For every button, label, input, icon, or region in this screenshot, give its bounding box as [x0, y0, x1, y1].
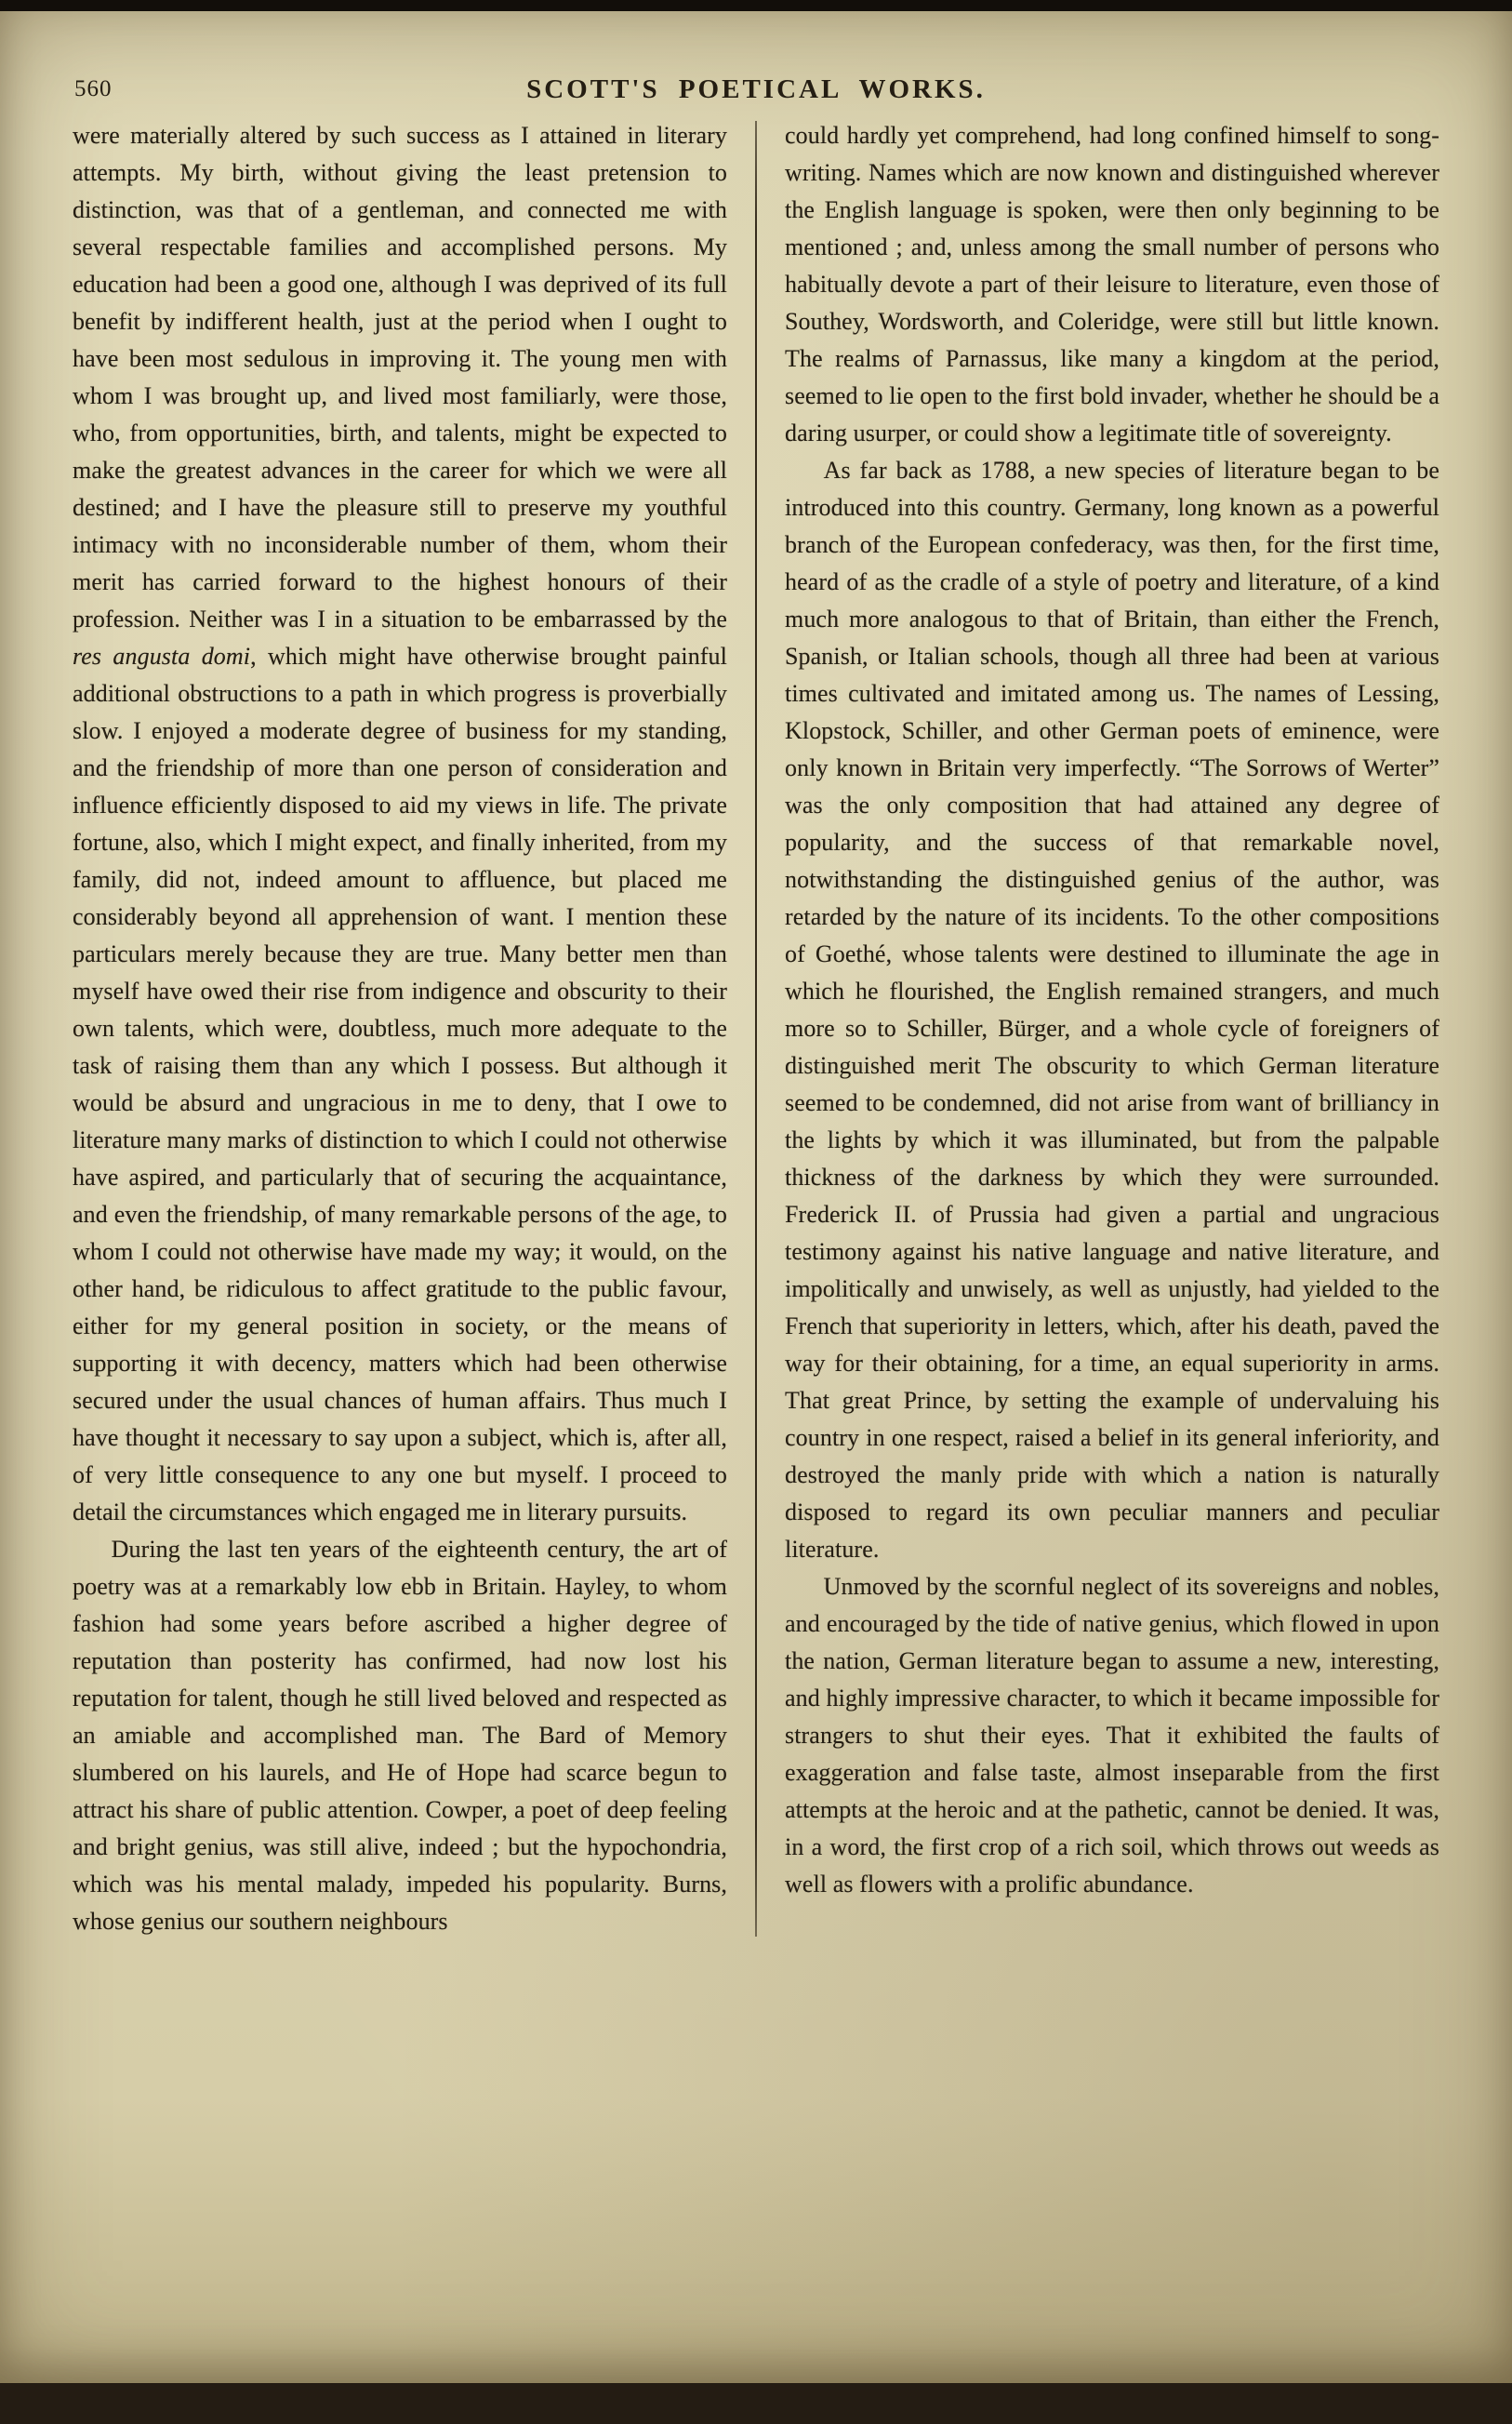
paragraph-right-1: could hardly yet comprehend, had long confined himself to song-writing. Names which are now known and distinguished wherever the English language is spoken, were then only beginning to be mentioned ; and, unless among the small number of persons who habitually devote a part of their leisure to literature, even those of Southey, Wordsworth, and Coleridge, were still but little known. The realms of Parnassus, like many a kingdom at the period, seemed to lie open to the first bold invader, whether he should be a daring usurper, or could show a legitimate title of sovereignty. — [785, 122, 1439, 446]
paragraph-text: were materially altered by such success as I attained in literary attempts. My birth, without giving the least pretension to distinction, was that of a gentleman, and connected me with several respectable families and accomplished persons. My education had been a good one, although I was deprived of its full benefit by indifferent health, just at the period when I ought to have been most sedulous in improving it. The young men with whom I was brought up, and lived most familiarly, were those, who, from opportunities, birth, and talents, might be expected to make the greatest advances in the career for which we were all destined; and I have the pleasure still to preserve my youthful intimacy with no inconsiderable number of them, whom their merit has carried forward to the highest honours of their profession. Neither was I in a situation to be embarrassed by the — [73, 122, 727, 633]
page-header — [0, 11, 1512, 104]
paragraph-right-3: Unmoved by the scornful neglect of its sovereigns and nobles, and encouraged by the tide of native genius, which flowed in upon the nation, German literature began to assume a new, interesting, and highly impressive character, to which it became impossible for strangers to shut their eyes. That it exhibited the faults of exaggeration and false taste, almost inseparable from the first attempts at the heroic and at the pathetic, cannot be denied. It was, in a word, the first crop of a rich soil, which throws out weeds as well as flowers with a prolific abundance. — [785, 1573, 1439, 1898]
book-page-scan — [0, 11, 1512, 2383]
text-block — [0, 117, 1512, 1940]
paragraph-text: , which might have otherwise brought painful additional obstructions to a path in which progress is proverbially slow. I enjoyed a moderate degree of business for my standing, and the friendship of more than one person of consideration and influence efficiently disposed to aid my views in life. The private fortune, also, which I might expect, and finally inherited, from my family, did not, indeed amount to affluence, but placed me considerably beyond all apprehension of want. I mention these particulars merely because they are true. Many better men than myself have owed their rise from indigence and obscurity to their own talents, which were, doubtless, much more adequate to the task of raising them than any which I possess. But although it would be absurd and ungracious in me to deny, that I owe to literature many marks of distinction to which I could not otherwise have aspired, and particularly that of securing the acquaintance, and even the friendship, of many remarkable persons of the age, to whom I could not otherwise have made my way; it would, on the other hand, be ridiculous to affect gratitude to the public favour, either for my general position in society, or the means of supporting it with decency, matters which had been otherwise secured under the usual chances of human affairs. Thus much I have thought it necessary to say upon a subject, which is, after all, of very little consequence to any one but myself. I proceed to detail the circumstances which engaged me in literary pursuits. — [73, 643, 727, 1525]
paragraph-right-2: As far back as 1788, a new species of literature began to be introduced into this country. Germany, long known as a powerful branch of the European confederacy, was then, for the first time, heard of as the cradle of a style of poetry and literature, of a kind much more analogous to that of Britain, than either the French, Spanish, or Italian schools, though all three had been at various times cultivated and imitated among us. The names of Lessing, Klopstock, Schiller, and other German poets of eminence, were only known in Britain very imperfectly. “The Sorrows of Werter” was the only composition that had attained any degree of popularity, and the success of that remarkable novel, notwithstanding the distinguished genius of the author, was retarded by the nature of its incidents. To the other compositions of Goethé, whose talents were destined to illuminate the age in which he flourished, the English remained strangers, and much more so to Schiller, Bürger, and a whole cycle of foreigners of distinguished merit The obscurity to which German literature seemed to be condemned, did not arise from want of brilliancy in the lights by which it was illuminated, but from the palpable thickness of the darkness by which they were surrounded. Frederick II. of Prussia had given a partial and ungracious testimony against his native language and native literature, and impolitically and unwisely, as well as unjustly, had yielded to the French that superiority in letters, which, after his death, paved the way for their obtaining, for a time, an equal superiority in arms. That great Prince, by setting the example of undervaluing his country in one respect, raised a belief in its general inferiority, and destroyed the manly pride with which a nation is naturally disposed to regard its own peculiar manners and peculiar literature. — [785, 457, 1439, 1563]
running-title: SCOTT'S POETICAL WORKS. — [526, 74, 986, 104]
paragraph-left-1 — [73, 117, 727, 1531]
right-column — [785, 117, 1439, 1940]
latin-phrase: res angusta domi — [73, 643, 251, 670]
column-divider — [755, 121, 757, 1937]
paragraph-left-2: During the last ten years of the eighteenth century, the art of poetry was at a remarkably low ebb in Britain. Hayley, to whom fashion had some years before ascribed a higher degree of reputation than posterity has confirmed, had now lost his reputation for talent, though he still lived beloved and respected as an amiable and accomplished man. The Bard of Memory slumbered on his laurels, and He of Hope had scarce begun to attract his share of public attention. Cowper, a poet of deep feeling and bright genius, was still alive, indeed ; but the hypochondria, which was his mental malady, impeded his popularity. Burns, whose genius our southern neighbours — [73, 1536, 727, 1935]
page-number: 560 — [74, 76, 113, 101]
left-column — [73, 117, 727, 1940]
